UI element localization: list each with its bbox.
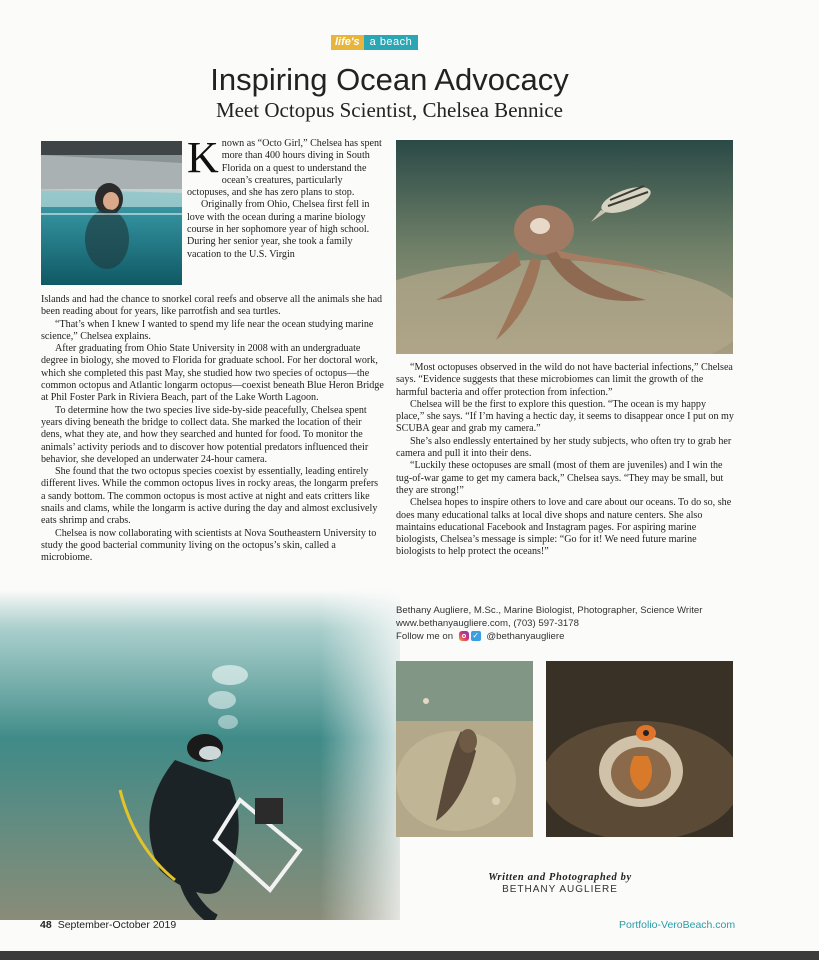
photo-octopus-with-fish [396,140,733,354]
section-tag [331,35,418,50]
left-paragraph-continued: Islands and had the chance to snorkel coral reefs and observe all the animals she had been reading about for years, like parrotfish and sea turtles. [41,294,383,318]
follow-label: Follow me on [396,631,454,642]
page-number: 48 [40,919,52,931]
right-paragraph-3: She’s also endlessly entertained by her study subjects, who often try to grab her camera and pull it into their dens. [396,435,732,460]
article-title: Inspiring Ocean Advocacy [210,62,569,97]
article-subtitle: Meet Octopus Scientist, Chelsea Bennice [215,98,563,122]
issue-date: September-October 2019 [57,919,177,931]
intro-paragraph-1: nown as “Octo Girl,” Chelsea has spent more than 400 hours diving in South Florida on a quest to understand the ocean’s creatures, particularly octopuses, and she has zero plans to stop. [187,138,382,199]
website-link[interactable]: Portfolio-VeroBeach.com [619,919,736,931]
left-paragraph-3: “That’s when I knew I wanted to spend my life near the ocean studying marine science,” Chelsea explains. [41,318,374,342]
left-paragraph-4: After graduating from Ohio State University in 2008 with an undergraduate degree in biology, she moved to Florida for graduate school. For her doctoral work, which she completed this past May, she studied how two species of octopus—the common octopus and Atlantic longarm octopus—coexist beneath Blue Heron Bridge at Phil Foster Park in Riviera Beach, part of the Lake Worth Lagoon. [41,343,384,404]
left-column [41,294,384,565]
credit-line-1: Bethany Augliere, M.Sc., Marine Biologist, Photographer, Science Writer [396,605,703,616]
photo-octopus-sand [396,661,533,837]
right-column [396,362,736,559]
right-paragraph-5: Chelsea hopes to inspire others to love and care about our oceans. To do so, she does many educational talks at local dive shops and nature centers. She also maintains educational Facebook and Instagram pages. For aspiring marine biologists, Chelsea’s message is simple: “Go for it! We need future marine biologists to help protect the oceans!” [396,497,732,558]
credit-line-2[interactable]: www.bethanyaugliere.com, (703) 597-3178 [396,618,579,629]
section-tag-part1: life's [331,35,364,50]
left-paragraph-7: Chelsea is now collaborating with scientists at Nova Southeastern University to study the good bacterial community living on the octopus’s skin, called a microbiome. [41,527,377,564]
intro-text [187,133,384,261]
page-folio [40,919,176,931]
bottom-bar [0,951,819,960]
right-paragraph-2: Chelsea will be the first to explore this question. “The ocean is my happy place,” she says. “If I’m having a hectic day, it seems to disappear once I put on my SCUBA gear and grab my camera.” [396,398,734,435]
left-paragraph-5: To determine how the two species live side-by-side peacefully, Chelsea spent years diving beneath the bridge to collect data. She marked the location of their dens, what they ate, and how they searched and hunted for food. To monitor the animals’ activity periods and to discover how potential predators influenced their behavior, she developed an underwater 24-hour camera. [41,404,369,465]
photo-diver-with-camera [0,590,400,920]
photo-chelsea-snorkeling [41,141,182,285]
twitter-icon[interactable]: ✓ [472,631,480,641]
drop-cap: K [187,133,219,182]
intro-paragraph-2: Originally from Ohio, Chelsea first fell in love with the ocean during a marine biology course in her sophomore year of high school. During her senior year, she took a family vacation to the U.S. Virgin [187,199,370,260]
social-handle[interactable]: @bethanyaugliere [486,631,565,642]
social-icons [459,631,481,641]
right-paragraph-4: “Luckily these octopuses are small (most of them are juveniles) and I win the tug-of-war game to get my camera back,” Chelsea says. “They may be small, but they are strong!” [396,460,724,496]
byline [440,872,680,895]
author-credit [396,604,736,643]
byline-name: BETHANY AUGLIERE [502,884,618,895]
right-paragraph-1: “Most octopuses observed in the wild do not have bacterial infections,” Chelsea says. “Evidence suggests that these microbiomes can limit the growth of the harmful bacteria and offer protection from infection.” [396,362,733,398]
left-paragraph-6: She found that the two octopus species coexist by essentially, leading entirely different lives. While the common octopus lives in rocky areas, the longarm prefers a sandy bottom. The common octopus is most active at night and eats critters like snails and clams, while the longarm is active during the day and almost exclusively eats shrimp and crabs. [41,466,379,527]
credit-follow-line [396,630,736,643]
section-tag-part2: a beach [364,35,419,50]
instagram-icon[interactable] [459,631,469,641]
photo-octopus-in-shell [546,661,733,837]
byline-written-by: Written and Photographed by [488,872,632,883]
